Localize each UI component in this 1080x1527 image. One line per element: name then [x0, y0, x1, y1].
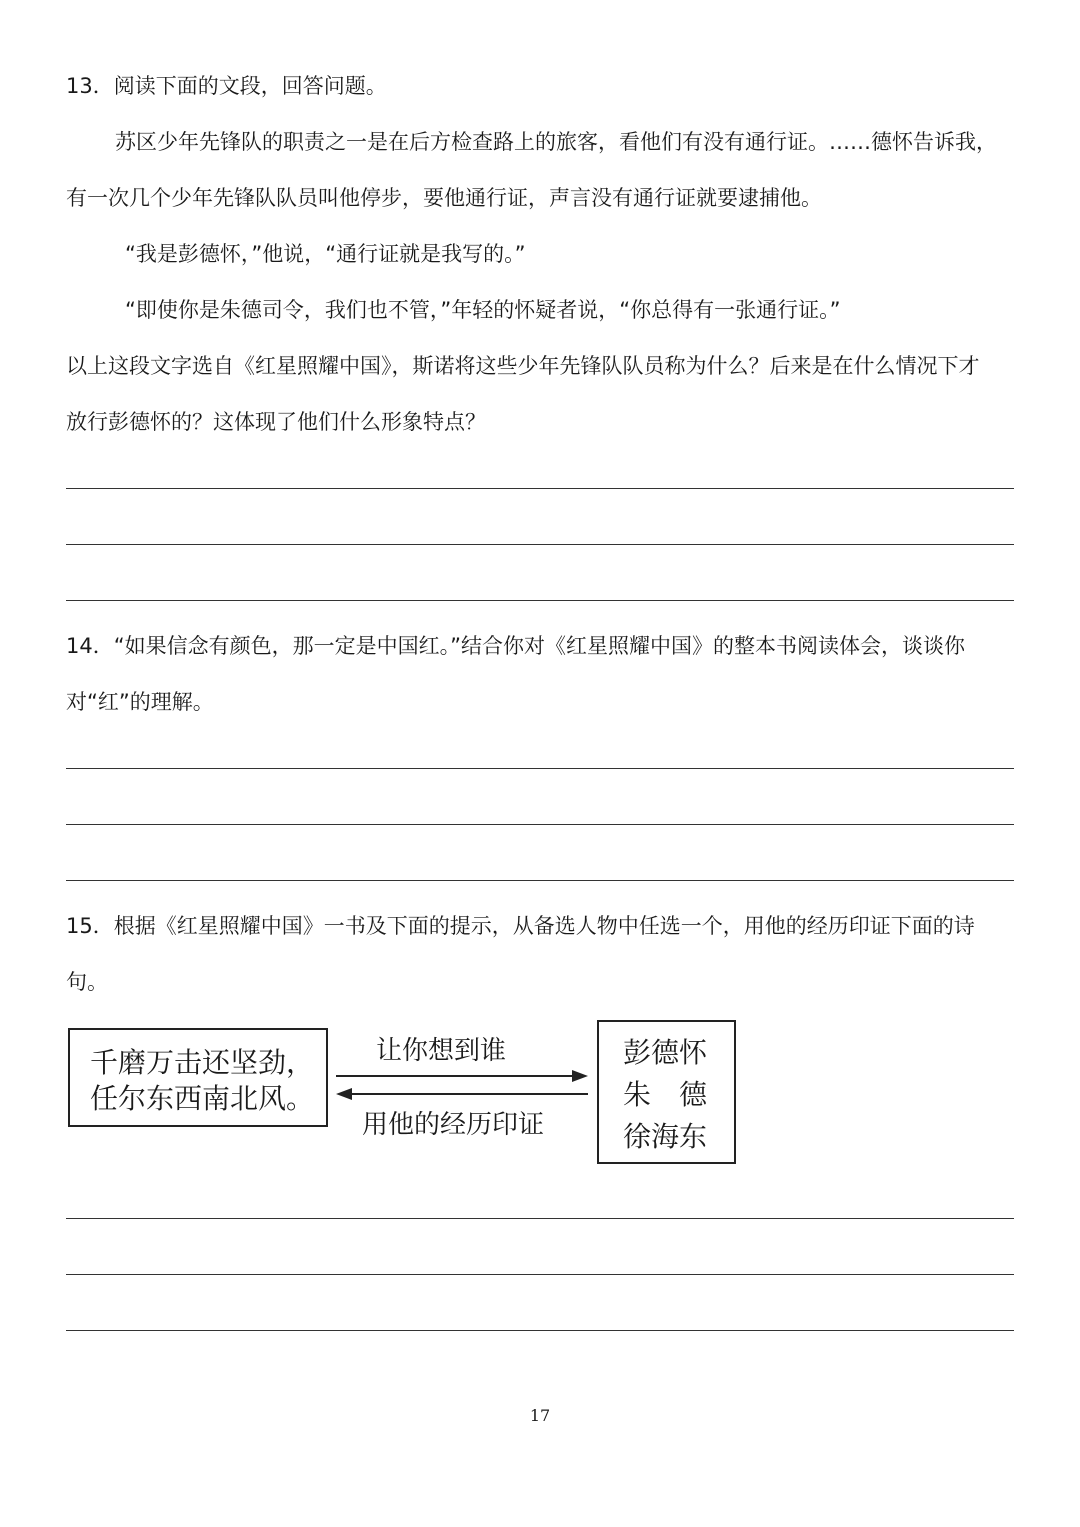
q14-prompt-line-2: 对“红”的理解。: [66, 690, 214, 714]
q13-answer-line-1[interactable]: [66, 488, 1014, 489]
q14-prompt-line-1: 14．“如果信念有颜色，那一定是中国红。”结合你对《红星照耀中国》的整本书阅读体会，谈谈你: [66, 634, 965, 658]
q13-answer-line-2[interactable]: [66, 544, 1014, 545]
q14-answer-line-1[interactable]: [66, 768, 1014, 769]
arrow-top-label: 让你想到谁: [376, 1036, 507, 1066]
q13-quote-1: “我是彭德怀，”他说，“通行证就是我写的。”: [125, 242, 526, 266]
candidate-xu-haidong[interactable]: 徐海东: [623, 1120, 708, 1153]
q14-answer-line-3[interactable]: [66, 880, 1014, 881]
q15-answer-line-2[interactable]: [66, 1274, 1014, 1275]
poem-line-2: 任尔东西南北风。: [90, 1082, 315, 1115]
q15-prompt-line-1: 15．根据《红星照耀中国》一书及下面的提示，从备选人物中任选一个，用他的经历印证下面的诗: [66, 914, 975, 938]
q13-passage-line-1: 苏区少年先锋队的职责之一是在后方检查路上的旅客，看他们有没有通行证。……德怀告诉我，: [115, 130, 997, 154]
q15-prompt-line-2: 句。: [66, 970, 108, 994]
candidates-box: [597, 1020, 736, 1164]
q13-question-line-2: 放行彭德怀的？这体现了他们什么形象特点？: [66, 410, 486, 434]
page-number: 17: [529, 1406, 551, 1425]
q15-answer-line-1[interactable]: [66, 1218, 1014, 1219]
q14-answer-line-2[interactable]: [66, 824, 1014, 825]
arrow-bottom-label: 用他的经历印证: [362, 1110, 545, 1140]
q13-answer-line-3[interactable]: [66, 600, 1014, 601]
q15-answer-line-3[interactable]: [66, 1330, 1014, 1331]
arrow-right-icon: [336, 1070, 588, 1082]
arrow-left-icon: [336, 1088, 588, 1100]
candidate-zhu-de[interactable]: 朱 德: [623, 1078, 708, 1111]
q13-title: 13．阅读下面的文段，回答问题。: [66, 74, 387, 98]
q13-passage-line-2: 有一次几个少年先锋队队员叫他停步，要他通行证，声言没有通行证就要逮捕他。: [66, 186, 822, 210]
q13-quote-2: “即使你是朱德司令，我们也不管，”年轻的怀疑者说，“你总得有一张通行证。”: [125, 298, 841, 322]
poem-line-1: 千磨万击还坚劲，: [90, 1046, 315, 1079]
q13-question-line-1: 以上这段文字选自《红星照耀中国》，斯诺将这些少年先锋队队员称为什么？后来是在什么情况下才: [66, 354, 980, 378]
poem-box: [68, 1028, 328, 1127]
candidate-peng-dehuai[interactable]: 彭德怀: [623, 1036, 708, 1069]
bidirectional-arrows: [330, 1064, 596, 1106]
